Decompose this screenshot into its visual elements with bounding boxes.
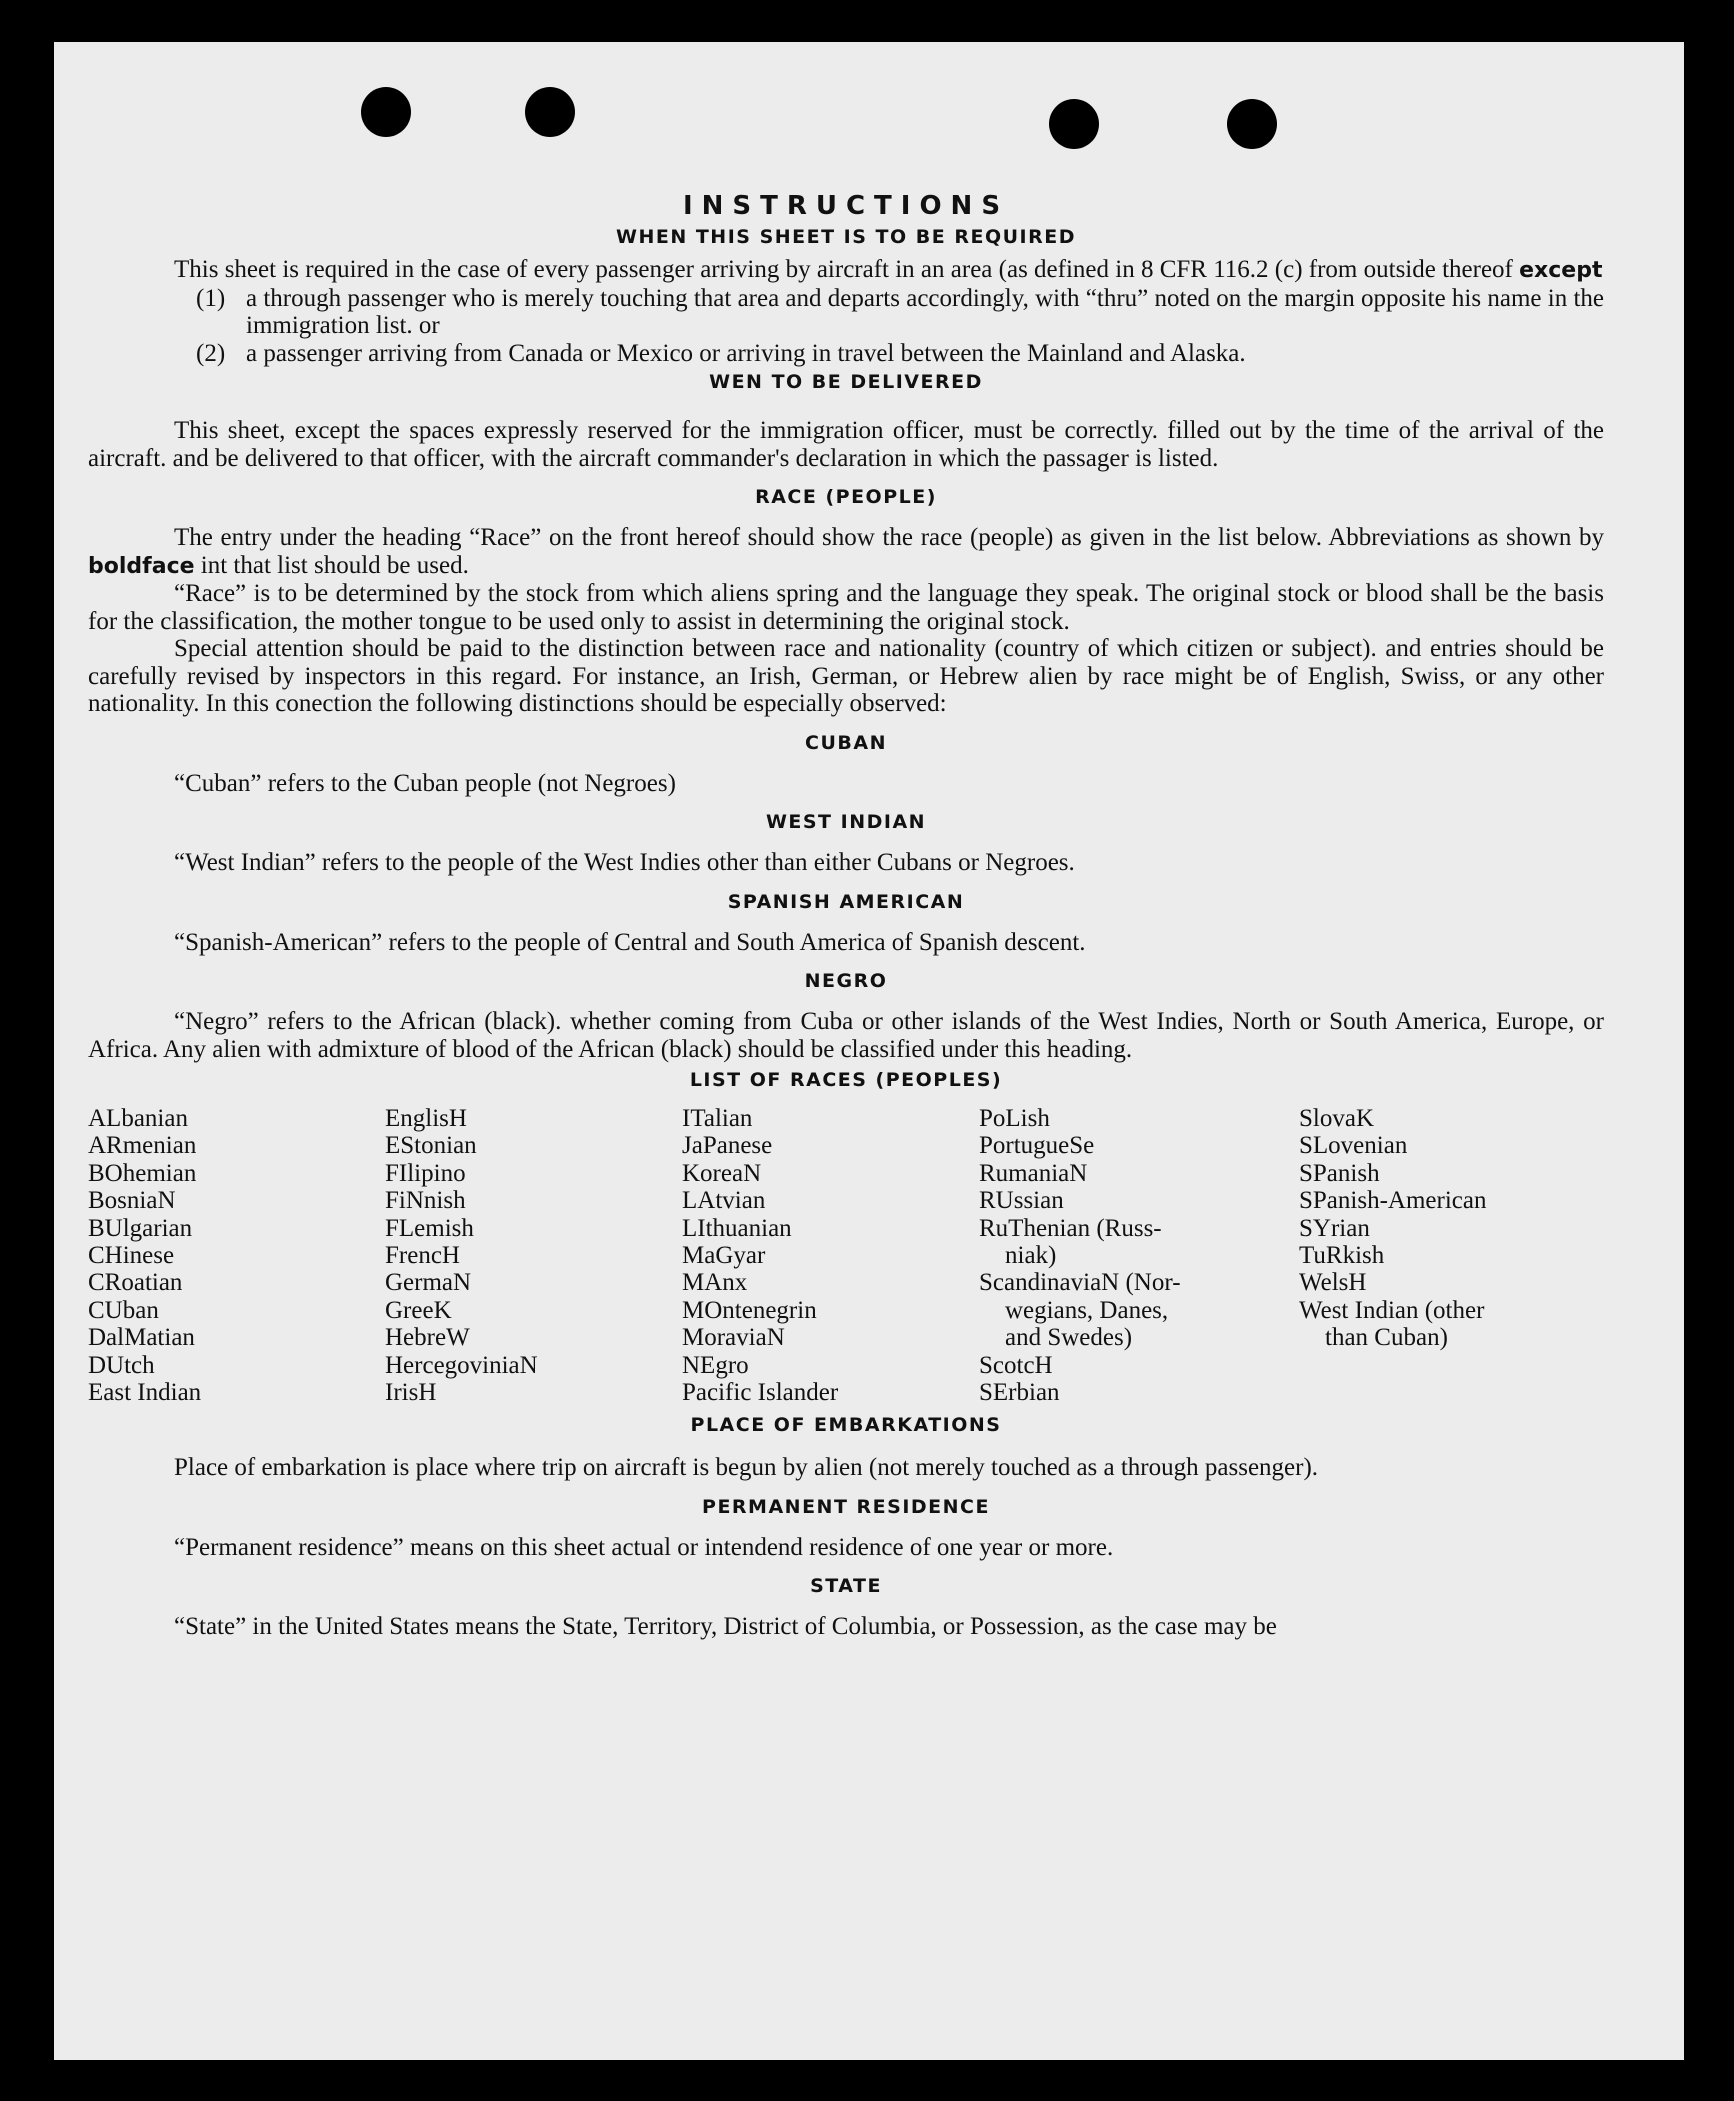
required-intro: This sheet is required in the case of every passenger arriving by aircraft in an area (as defined in 8 CFR 116.2 (c) from outside thereof except (174, 256, 1603, 283)
document-page (54, 42, 1684, 2060)
heading-state: STATE (810, 1575, 882, 1598)
race-paragraph-1: The entry under the heading “Race” on the front hereof should show the race (people) as given in the list below. Abbreviations as shown by boldface int that list should be used. (88, 524, 1604, 579)
race-list (88, 1105, 1604, 1406)
race-item: FrencH (385, 1242, 460, 1270)
race-item: wegians, Danes, (1005, 1296, 1169, 1324)
race-column (1299, 1105, 1599, 1406)
race-item: TuRkish (1299, 1242, 1385, 1270)
race-item: MAnx (682, 1269, 748, 1297)
heading-list-of-races: LIST OF RACES (PEOPLES) (689, 1069, 1003, 1091)
race-item: niak) (1005, 1242, 1057, 1270)
race-paragraph-3: Special attention should be paid to the distinction between race and nationality (country of which citizen or subject). and entries should be carefully revised by inspectors in this regard. For instance, an Irish, German, or Hebrew alien by race might be of English, Swiss, or any other nationality. In this conection the following distinctions should be especially observed: (88, 635, 1604, 717)
race-item: BUlgarian (88, 1214, 193, 1242)
race-item: Pacific Islander (682, 1379, 839, 1407)
race-item: FLemish (385, 1214, 474, 1242)
race-item: JaPanese (682, 1132, 773, 1160)
race-item: CUban (88, 1296, 159, 1324)
race-item: EnglisH (385, 1105, 467, 1132)
race-item: CHinese (88, 1242, 175, 1270)
race-item: BosniaN (88, 1187, 176, 1215)
heading-delivered: WEN TO BE DELIVERED (709, 371, 983, 393)
race-item: GermaN (385, 1269, 472, 1297)
race-item: LAtvian (682, 1187, 766, 1215)
punch-hole (1227, 99, 1277, 149)
race-item: ITalian (682, 1105, 753, 1132)
list-item: (2) a passenger arriving from Canada or Mexico or arriving in travel between the Mainland and Alaska. (196, 339, 1246, 367)
race-item: SPanish (1299, 1159, 1380, 1187)
punch-hole (525, 87, 575, 137)
heading-required: WHEN THIS SHEET IS TO BE REQUIRED (615, 226, 1076, 248)
spanish-american-text: “Spanish-American” refers to the people of Central and South America of Spanish descent. (174, 928, 1086, 956)
residence-text: “Permanent residence” means on this sheet actual or intendend residence of one year or more. (174, 1533, 1114, 1561)
race-item: PortugueSe (979, 1132, 1095, 1160)
race-item: SLovenian (1299, 1132, 1408, 1160)
race-column (682, 1105, 979, 1406)
race-item: IrisH (385, 1379, 437, 1407)
race-item: DalMatian (88, 1324, 195, 1352)
state-text: “State” in the United States means the State, Territory, District of Columbia, or Possession, as the case may be (174, 1613, 1277, 1641)
page-title: INSTRUCTIONS (682, 191, 1010, 221)
race-item: MOntenegrin (682, 1296, 817, 1324)
race-item: ARmenian (88, 1132, 197, 1160)
heading-negro: NEGRO (804, 970, 888, 992)
race-item: HercegoviniaN (385, 1351, 538, 1379)
heading-permanent-residence: PERMANENT RESIDENCE (702, 1495, 990, 1518)
race-item: RumaniaN (979, 1159, 1088, 1187)
race-item: SYrian (1299, 1214, 1370, 1242)
heading-race: RACE (PEOPLE) (755, 486, 937, 508)
race-item: WelsH (1299, 1269, 1367, 1297)
race-item: SPanish-American (1299, 1187, 1487, 1215)
punch-hole (361, 87, 411, 137)
instructions-content (88, 190, 1604, 1641)
race-item: GreeK (385, 1296, 452, 1324)
race-item: HebreW (385, 1324, 470, 1352)
punch-hole (1049, 99, 1099, 149)
heading-cuban: CUBAN (805, 731, 887, 754)
race-item: than Cuban) (1325, 1324, 1448, 1352)
except-bold: except (1519, 258, 1603, 283)
race-paragraph-2: “Race” is to be determined by the stock from which aliens spring and the language they speak. The original stock or blood shall be the basis for the classification, the mother tongue to be used only to assist in determining the original stock. (88, 580, 1604, 635)
race-item: CRoatian (88, 1269, 183, 1297)
cuban-text: “Cuban” refers to the Cuban people (not Negroes) (174, 769, 676, 797)
race-item: PoLish (979, 1105, 1050, 1132)
race-item: NEgro (682, 1351, 749, 1379)
race-item: LIthuanian (682, 1214, 792, 1242)
boldface-bold: boldface (88, 553, 195, 579)
race-item: EStonian (385, 1132, 477, 1160)
heading-embarkation: PLACE OF EMBARKATIONS (690, 1414, 1002, 1437)
race-item: KoreaN (682, 1159, 762, 1187)
heading-spanish-american: SPANISH AMERICAN (727, 890, 965, 913)
race-item: RUssian (979, 1187, 1064, 1215)
race-item: ScotcH (979, 1351, 1053, 1379)
race-item: MaGyar (682, 1242, 766, 1270)
race-item: SErbian (979, 1379, 1060, 1407)
race-item: FIlipino (385, 1159, 466, 1187)
negro-text: “Negro” refers to the African (black). whether coming from Cuba or other islands of the West Indies, North or South America, Europe, or Africa. Any alien with admixture of blood of the African (black) should be classified under this heading. (88, 1008, 1604, 1063)
west-indian-text: “West Indian” refers to the people of the West Indies other than either Cubans or Negroes. (174, 849, 1075, 876)
race-item: ScandinaviaN (Nor- (979, 1269, 1181, 1297)
race-item: ALbanian (88, 1105, 188, 1132)
race-item: BOhemian (88, 1159, 197, 1187)
embarkation-text: Place of embarkation is place where trip on aircraft is begun by alien (not merely touched as a through passenger). (174, 1454, 1319, 1482)
race-item: DUtch (88, 1351, 155, 1379)
race-item: and Swedes) (1005, 1324, 1133, 1352)
race-item: East Indian (88, 1379, 202, 1407)
race-item: SlovaK (1299, 1105, 1374, 1132)
race-item: RuThenian (Russ- (979, 1214, 1162, 1242)
race-item: MoraviaN (682, 1324, 785, 1352)
race-column (979, 1105, 1299, 1406)
race-column (385, 1105, 682, 1406)
race-column (88, 1105, 385, 1406)
delivered-text: This sheet, except the spaces expressly reserved for the immigration officer, must be correctly. filled out by the time of the arrival of the aircraft. and be delivered to that officer, with the aircraft commander's declaration in which the passager is listed. (88, 417, 1604, 472)
list-item: (1) a through passenger who is merely touching that area and departs accordingly, with “thru” noted on the margin opposite his name in the immigration list. or (196, 284, 1604, 339)
race-item: West Indian (other (1299, 1296, 1485, 1324)
race-item: FiNnish (385, 1187, 466, 1215)
heading-west-indian: WEST INDIAN (765, 811, 927, 833)
